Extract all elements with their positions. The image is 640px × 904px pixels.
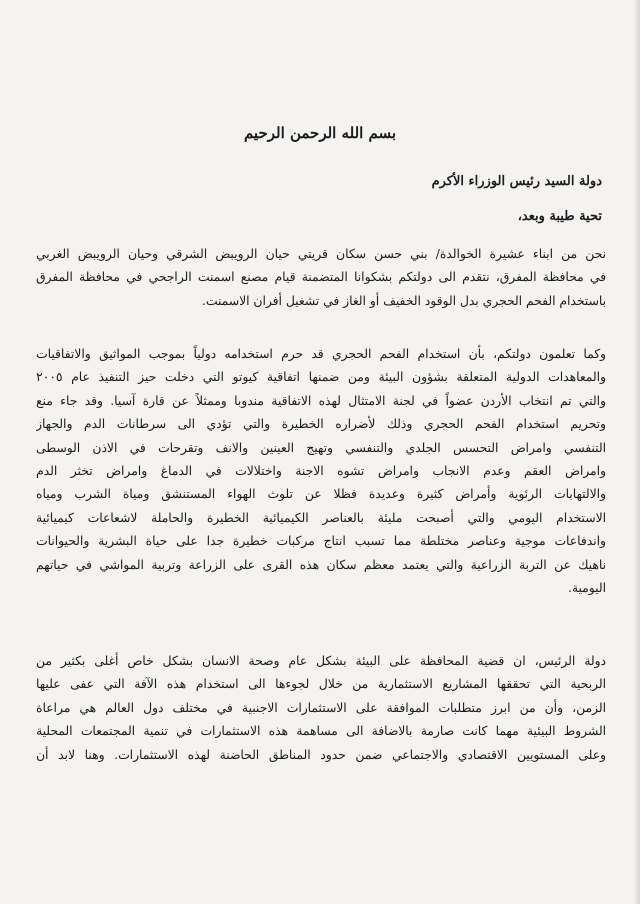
text-line: اليومية. (567, 580, 606, 595)
text-line: الشروط البيئية مهما كانت صارمة بالاضافة الى مساهمة هذه الاستثمارات في تنمية المجتمعات المحلية (36, 724, 606, 739)
text-line: باستخدام الفحم الحجري بدل الوقود الخفيف أو الغاز في تشغيل أفران الاسمنت. (201, 293, 606, 308)
text-line: التنفسي وامراض التحسس الجلدي والتنفسي وتهيج العينين والانف وتقرحات في الاذن الوسطى (36, 440, 606, 455)
paragraph-complaint (36, 243, 606, 313)
text-line: والتي تم انتخاب الأردن عضواً في لجنة الامتثال لهذه الاتفاقية مندوبا وممثلاً عن قارة آسيا. وقد جاء منع (36, 393, 606, 408)
paragraph-health-effects (36, 343, 606, 600)
text-line: وعلى المستويين الاقتصادي والاجتماعي ضمن حدود المناطق الحاضنة لهذه الاستثمارات. وهنا لابد أن (36, 747, 606, 762)
text-line: واندفاعات موجية وعناصر مختلطة مما تسبب انتاج مركبات خطيرة جدا على حياة البشرية والحيوانات (36, 534, 606, 549)
text-line: ناهيك عن التربة الزراعية والتي يعتمد معظم سكان هذه القرى على الزراعة وتربية المواشي في حياتهم (36, 557, 606, 572)
scan-edge-shadow (634, 0, 640, 904)
addressee-line: دولة السيد رئيس الوزراء الأكرم (431, 174, 602, 189)
greeting-line: تحية طيبة وبعد، (517, 209, 602, 224)
text-line: وكما تعلمون دولتكم، بأن استخدام الفحم الحجري قد حرم استخدامه دولياً بموجب المواثيق والاتفاقيات (36, 347, 606, 361)
text-line: الاستخدام اليومي والتي أصبحت مليئة بالعناصر الكيميائية الخطيرة والحاملة لاشعاعات كيميائية (36, 510, 606, 525)
text-line: وتحريم استخدام الفحم الحجري وذلك لأضراره الخطيرة والتي تؤدي الى سرطانات الدم والجهاز (36, 417, 606, 432)
text-line: نحن من ابناء عشيرة الخوالدة/ بني حسن سكان قريتي حيان الرويبض الشرقي وحيان الرويبض الغربي (36, 247, 606, 261)
text-line: دولة الرئيس، ان قضية المحافظة على البيئة بشكل عام وصحة الانسان بشكل خاص أغلى بكثير من (36, 654, 606, 668)
text-line: الزمن، وأن من ابرز متطلبات الموافقة على الاستثمارات الاجنبية في مختلف دول العالم هي مراعاة (36, 700, 606, 715)
basmala-heading: بسم الله الرحمن الرحيم (243, 124, 397, 142)
text-line: والمعاهدات الدولية المتعلقة بشؤون البيئة ومن ضمنها اتفاقية كيوتو التي دخلت حيز التنفيذ عام ٢٠٠٥ (36, 370, 606, 385)
paragraph-investment (36, 650, 606, 767)
text-line: الربحية التي تحققها المشاريع الاستثمارية من خلال لجوءها الى استخدام هذه الآفة التي عفى عليها (36, 677, 606, 692)
text-line: والالتهابات الرئوية وأمراض كثيرة وعديدة فظلا عن تلوث الهواء المستنشق ومياة الشرب ومياه (36, 487, 606, 502)
text-line: وامراض العقم وعدم الانجاب وامراض تشوه الاجنة واختلالات في الدماغ وامراض تخثر الدم (36, 463, 606, 478)
text-line: في محافظة المفرق، نتقدم الى دولتكم بشكوانا المتضمنة قيام مصنع اسمنت الراجحي في محافظة المفرق (36, 270, 606, 285)
